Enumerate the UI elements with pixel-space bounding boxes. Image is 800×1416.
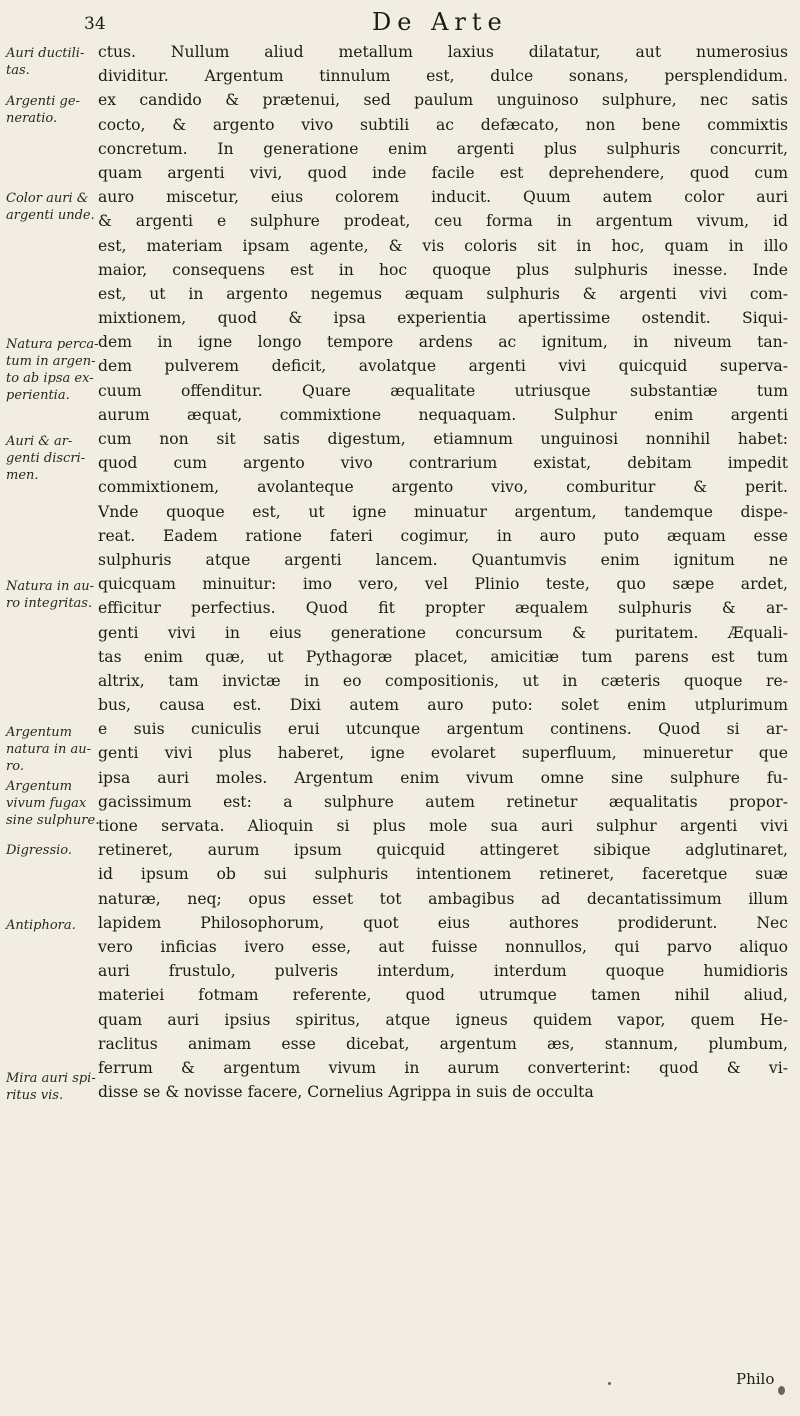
text-line: materiei fotmam referente, quod utrumque tamen nihil aliud,	[98, 986, 788, 1005]
text-line: naturæ, neq; opus esset tot ambagibus ad decantatissimum illum	[98, 889, 788, 908]
text-line: genti vivi in eius generatione concursum & puritatem. Æquali-	[98, 623, 788, 642]
text-line: cum non sit satis digestum, etiamnum unguinosi nonnihil habet:	[98, 430, 788, 448]
margin-note: Digressio.	[6, 843, 73, 858]
margin-note: Auri & ar- genti discri- men.	[6, 434, 86, 483]
ink-speck	[778, 1386, 785, 1395]
text-line: ctus. Nullum aliud metallum laxius dilatatur, aut numerosius	[98, 43, 788, 61]
text-line: reat. Eadem ratione fateri cogimur, in auro puto æquam esse	[98, 526, 788, 545]
text-line: retineret, aurum ipsum quicquid attingeret sibique adglutinaret,	[98, 841, 788, 860]
running-head: De Arte	[372, 8, 508, 36]
margin-note: Mira auri spi- ritus vis.	[6, 1071, 96, 1103]
text-line: concretum. In generatione enim argenti plus sulphuris concurrit,	[98, 139, 788, 158]
page-header	[0, 8, 800, 38]
catchword: Philo	[736, 1370, 775, 1388]
text-line: raclitus animam esse dicebat, argentum æs, stannum, plumbum,	[98, 1034, 788, 1053]
body-text	[98, 40, 788, 1104]
text-line: sulphuris atque argenti lancem. Quantumvis enim ignitum ne	[98, 550, 788, 569]
text-line: commixtionem, avolanteque argento vivo, comburitur & perit.	[98, 478, 788, 497]
ink-speck	[608, 1382, 611, 1385]
margin-note: Argenti ge- neratio.	[6, 94, 80, 126]
text-line: Vnde quoque est, ut igne minuatur argentum, tandemque dispe-	[98, 502, 788, 521]
page-number: 34	[84, 14, 106, 34]
margin-note: Color auri & argenti unde.	[6, 191, 95, 223]
text-line: dividitur. Argentum tinnulum est, dulce sonans, persplendidum.	[98, 67, 788, 86]
text-line: tione servata. Alioquin si plus mole sua auri sulphur argenti vivi	[98, 817, 788, 835]
text-line: altrix, tam invictæ in eo compositionis, ut in cæteris quoque re-	[98, 671, 788, 690]
margin-note: Argentum vivum fugax sine sulphure.	[6, 779, 100, 828]
text-line: quod cum argento vivo contrarium existat, debitam impedit	[98, 454, 788, 473]
text-line: dem pulverem deficit, avolatque argenti vivi quicquid superva-	[98, 357, 788, 376]
text-line: maior, consequens est in hoc quoque plus sulphuris inesse. Inde	[98, 260, 788, 279]
text-line: quicquam minuitur: imo vero, vel Plinio teste, quo sæpe ardet,	[98, 575, 788, 594]
text-line: tas enim quæ, ut Pythagoræ placet, amicitiæ tum parens est tum	[98, 647, 788, 666]
text-line: e suis cuniculis erui utcunque argentum continens. Quod si ar-	[98, 720, 788, 739]
text-line: auro miscetur, eius colorem inducit. Quum autem color auri	[98, 188, 788, 207]
margin-note: Argentum natura in au- ro.	[6, 725, 91, 774]
text-line: quam auri ipsius spiritus, atque igneus quidem vapor, quem He-	[98, 1010, 788, 1029]
margin-note: Auri ductili- tas.	[6, 46, 85, 78]
text-line: cuum offenditur. Quare æqualitate utriusque substantiæ tum	[98, 381, 788, 400]
text-line: est, materiam ipsam agente, & vis coloris sit in hoc, quam in illo	[98, 236, 788, 255]
text-line: est, ut in argento negemus æquam sulphuris & argenti vivi com-	[98, 284, 788, 303]
text-line: id ipsum ob sui sulphuris intentionem retineret, faceretque suæ	[98, 865, 788, 884]
text-line: ferrum & argentum vivum in aurum converterint: quod & vi-	[98, 1058, 788, 1077]
text-line: lapidem Philosophorum, quot eius authores prodiderunt. Nec	[98, 913, 788, 932]
text-line: dem in igne longo tempore ardens ac ignitum, in niveum tan-	[98, 333, 788, 352]
margin-note: Natura perca- tum in argen- to ab ipsa ex- perientia.	[6, 337, 99, 403]
text-line: aurum æquat, commixtione nequaquam. Sulphur enim argenti	[98, 405, 788, 424]
text-line: & argenti e sulphure prodeat, ceu forma in argentum vivum, id	[98, 212, 788, 231]
text-line: quam argenti vivi, quod inde facile est deprehendere, quod cum	[98, 163, 788, 182]
text-line: disse se & novisse facere, Cornelius Agrippa in suis de occulta	[98, 1083, 594, 1102]
text-line: bus, causa est. Dixi autem auro puto: solet enim utplurimum	[98, 696, 788, 715]
text-line: cocto, & argento vivo subtili ac defæcato, non bene commixtis	[98, 115, 788, 134]
text-line: ex candido & prætenui, sed paulum unguinoso sulphure, nec satis	[98, 91, 788, 110]
margin-note: Natura in au- ro integritas.	[6, 579, 94, 611]
text-line: auri frustulo, pulveris interdum, interdum quoque humidioris	[98, 962, 788, 981]
text-line: gacissimum est: a sulphure autem retinetur æqualitatis propor-	[98, 792, 788, 811]
text-line: efficitur perfectius. Quod fit propter æqualem sulphuris & ar-	[98, 599, 788, 618]
text-line: vero inficias ivero esse, aut fuisse nonnullos, qui parvo aliquo	[98, 937, 788, 956]
text-line: ipsa auri moles. Argentum enim vivum omne sine sulphure fu-	[98, 768, 788, 787]
text-line: genti vivi plus haberet, igne evolaret superfluum, minueretur que	[98, 744, 788, 763]
text-line: mixtionem, quod & ipsa experientia apertissime ostendit. Siqui-	[98, 309, 788, 328]
margin-note: Antiphora.	[6, 918, 76, 933]
